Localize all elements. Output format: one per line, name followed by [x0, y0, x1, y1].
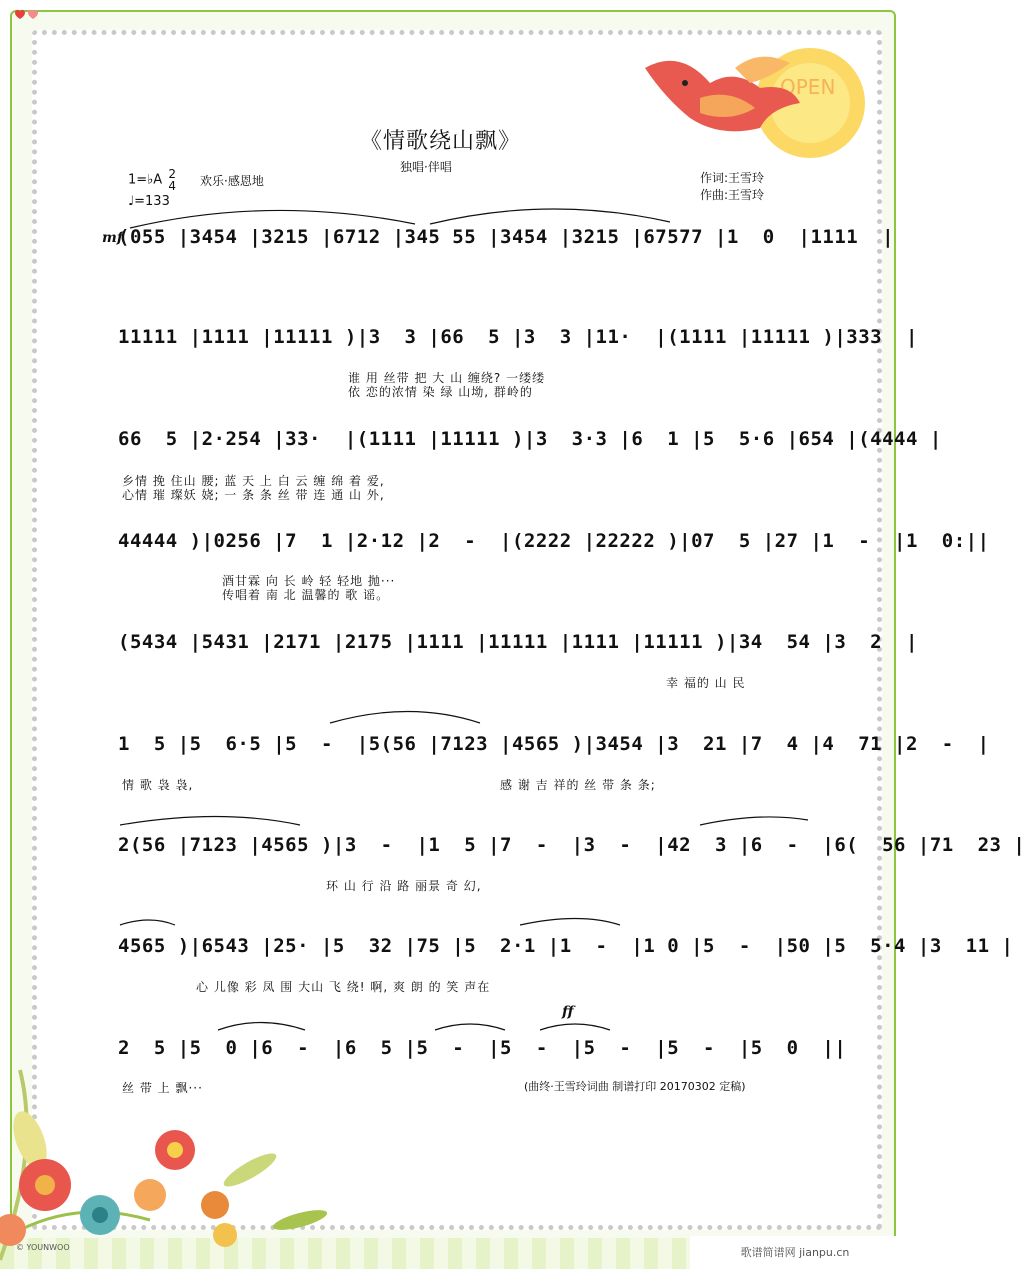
flower-decoration — [0, 1030, 330, 1260]
lyric-line-7a: 环 山 行 沿 路 丽景 奇 幻, — [326, 879, 482, 893]
mood-marking: 欢乐·感恩地 — [200, 174, 264, 188]
lyric-line-2b: 依 恋的浓情 染 绿 山坳, 群岭的 — [348, 385, 533, 399]
staff-line-2: 11111 |1111 |11111 )|3 3 |66 5 |3 3 |11· |(1111 |11111 )|333 | — [118, 326, 918, 348]
time-numerator: 2 — [168, 167, 176, 181]
staff-line-6: 1 5 |5 6·5 |5 - |5(56 |7123 |4565 )|3454 |3 21 |7 4 |4 71 |2 - | — [118, 733, 990, 755]
bird-logo-text: OPEN — [780, 75, 836, 99]
lyric-line-3b: 心情 璀 璨妖 娆; 一 条 条 丝 带 连 通 山 外, — [122, 488, 385, 502]
staff-line-3: 66 5 |2·254 |33· |(1111 |11111 )|3 3·3 |6 1 |5 5·6 |654 |(4444 | — [118, 428, 942, 450]
key-prefix: 1= — [128, 172, 148, 188]
lyric-line-5a: 幸 福的 山 民 — [666, 676, 746, 690]
key-signature — [128, 168, 176, 192]
page-title: 《情歌绕山飘》 — [360, 129, 522, 154]
composer: 作曲:王雪玲 — [700, 188, 765, 202]
staff-line-4: 44444 )|0256 |7 1 |2·12 |2 - |(2222 |22222 )|07 5 |27 |1 - |1 0:|| — [118, 530, 990, 552]
bird-sun-ornament — [640, 28, 870, 178]
dynamic-ff: ff — [562, 1004, 574, 1020]
key-flat: ♭A — [147, 172, 163, 188]
time-signature — [168, 168, 176, 192]
dynamic-mf: mf — [102, 230, 123, 246]
credits — [700, 170, 764, 204]
lyric-line-4a: 酒甘霖 向 长 岭 轻 轻地 抛··· — [222, 574, 396, 588]
brand-label: © YOUNWOO — [16, 1243, 70, 1252]
staff-line-1: (055 |3454 |3215 |6712 |345 55 |3454 |3215 |67577 |1 0 |1111 | — [118, 226, 895, 248]
tempo-marking: ♩=133 — [128, 194, 170, 209]
subtitle: 独唱·伴唱 — [400, 160, 452, 174]
footer-note: (曲终·王雪玲词曲 制谱打印 20170302 定稿) — [524, 1080, 746, 1093]
time-denominator: 4 — [168, 179, 176, 193]
lyricist: 作词:王雪玲 — [700, 171, 765, 185]
staff-line-9: 2 5 |5 0 |6 - |6 5 |5 - |5 - |5 - |5 - |5 0 || — [118, 1037, 847, 1059]
lyric-line-9a: 丝 带 上 飘··· — [122, 1081, 203, 1095]
lyric-line-6a: 情 歌 袅 袅, — [122, 778, 194, 792]
watermark: 歌谱简谱网 jianpu.cn — [690, 1236, 900, 1269]
lyric-line-3a: 乡情 挽 住山 腰; 蓝 天 上 白 云 缠 绵 着 爱, — [122, 474, 385, 488]
staff-line-8: 4565 )|6543 |25· |5 32 |75 |5 2·1 |1 - |1 0 |5 - |50 |5 5·4 |3 11 | — [118, 935, 1014, 957]
lyric-line-6b: 感 谢 吉 祥的 丝 带 条 条; — [500, 778, 656, 792]
lyric-line-4b: 传唱着 南 北 温馨的 歌 谣。 — [222, 588, 390, 602]
lyric-line-8a: 心 儿像 彩 凤 围 大山 飞 绕! 啊, 爽 朗 的 笑 声在 — [196, 980, 491, 994]
staff-line-7: 2(56 |7123 |4565 )|3 - |1 5 |7 - |3 - |42 3 |6 - |6( 56 |71 23 | — [118, 834, 1025, 856]
heart-icon — [14, 8, 40, 22]
lyric-line-2a: 谁 用 丝带 把 大 山 缠绕? 一缕缕 — [348, 371, 546, 385]
staff-line-5: (5434 |5431 |2171 |2175 |1111 |11111 |1111 |11111 )|34 54 |3 2 | — [118, 631, 918, 653]
